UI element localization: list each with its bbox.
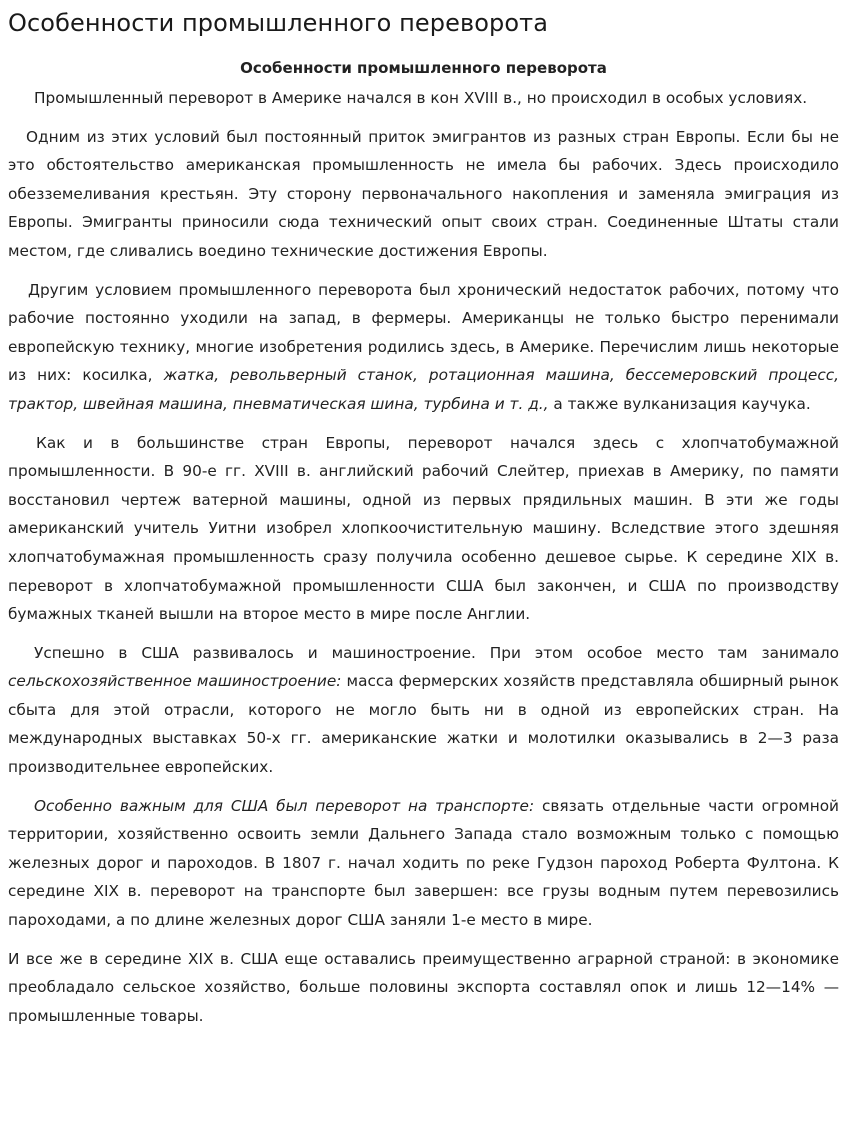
paragraph-7: И все же в середине XIX в. США еще оставались преимущественно аграрной страной: в экономике преобладало сельское хозяйство, больше половины экспорта составлял опок и лишь 12—14% — промышленные товары. (8, 949, 839, 1025)
paragraph-6-text: связать отдельные части огромной территории, хозяйственно освоить земли Дальнего Запада стало возможным только с помощью железных дорог и пароходов. В 1807 г. начал ходить по реке Гудзон пароход Роберта Фултона. К середине XIX в. переворот на транспорте был завершен: все грузы водным путем перевозились пароходами, а по длине железных дорог США заняли 1-е место в мире. (8, 796, 839, 930)
paragraph-3-italic-list: жатка, револьверный станок, ротационная машина, бессемеровский процесс, трактор, швейная машина, пневматическая шина, турбина и т. д., (8, 366, 840, 413)
paragraph-3 (8, 276, 839, 419)
paragraph-5-tail: масса фермерских хозяйств представляла обширный рынок сбыта для этой отрасли, которого не могло быть ни в одной из европейских стран. На международных выставках 50-х гг. американские жатки и молотилки оказывались в 2—3 раза производительнее европейских. (8, 672, 840, 777)
document-heading: Особенности промышленного переворота (240, 59, 607, 77)
paragraph-4: Как и в большинстве стран Европы, переворот начался здесь с хлопчатобумажной промышленности. В 90-е гг. XVIII в. английский рабочий Слейтер, приехав в Америку, по памяти восстановил чертеж ватерной машины, одной из первых прядильных машин. В эти же годы американский учитель Уитни изобрел хлопкоочистительную машину. Вследствие этого здешняя хлопчатобумажная промышленность сразу получила особенно дешевое сырье. К середине XIX в. переворот в хлопчатобумажной промышленности США был закончен, и США по производству бумажных тканей вышли на второе место в мире после Англии. (8, 433, 839, 624)
paragraph-3-text: Другим условием промышленного переворота был хронический недостаток рабочих, потому что рабочие постоянно уходили на запад, в фермеры. Американцы не только быстро перенимали европейскую технику, многие изобретения родились здесь, в Америке. Перечислим лишь некоторые из них: косилка, (8, 280, 839, 385)
paragraph-6 (8, 792, 839, 935)
paragraph-6-italic-lead: Особенно важным для США был переворот на транспорте: (34, 796, 535, 815)
paragraph-2: Одним из этих условий был постоянный приток эмигрантов из разных стран Европы. Если бы не это обстоятельство американская промышленность не имела бы рабочих. Здесь происходило обезземеливания крестьян. Эту сторону первоначального накопления и заменяла эмиграция из Европы. Эмигранты приносили сюда технический опыт своих стран. Соединенные Штаты стали местом, где сливались воедино технические достижения Европы. (8, 127, 839, 260)
paragraph-5-italic-term: сельскохозяйственное машиностроение: (8, 672, 342, 691)
page-title: Особенности промышленного переворота (8, 9, 549, 37)
paragraph-3-tail: а также вулканизация каучука. (548, 394, 811, 413)
paragraph-1: Промышленный переворот в Америке начался в кон XVIII в., но происходил в особых условиях. (34, 89, 808, 107)
paragraph-5 (8, 639, 839, 782)
paragraph-5-text: Успешно в США развивалось и машиностроение. При этом особое место там занимало (34, 643, 839, 662)
